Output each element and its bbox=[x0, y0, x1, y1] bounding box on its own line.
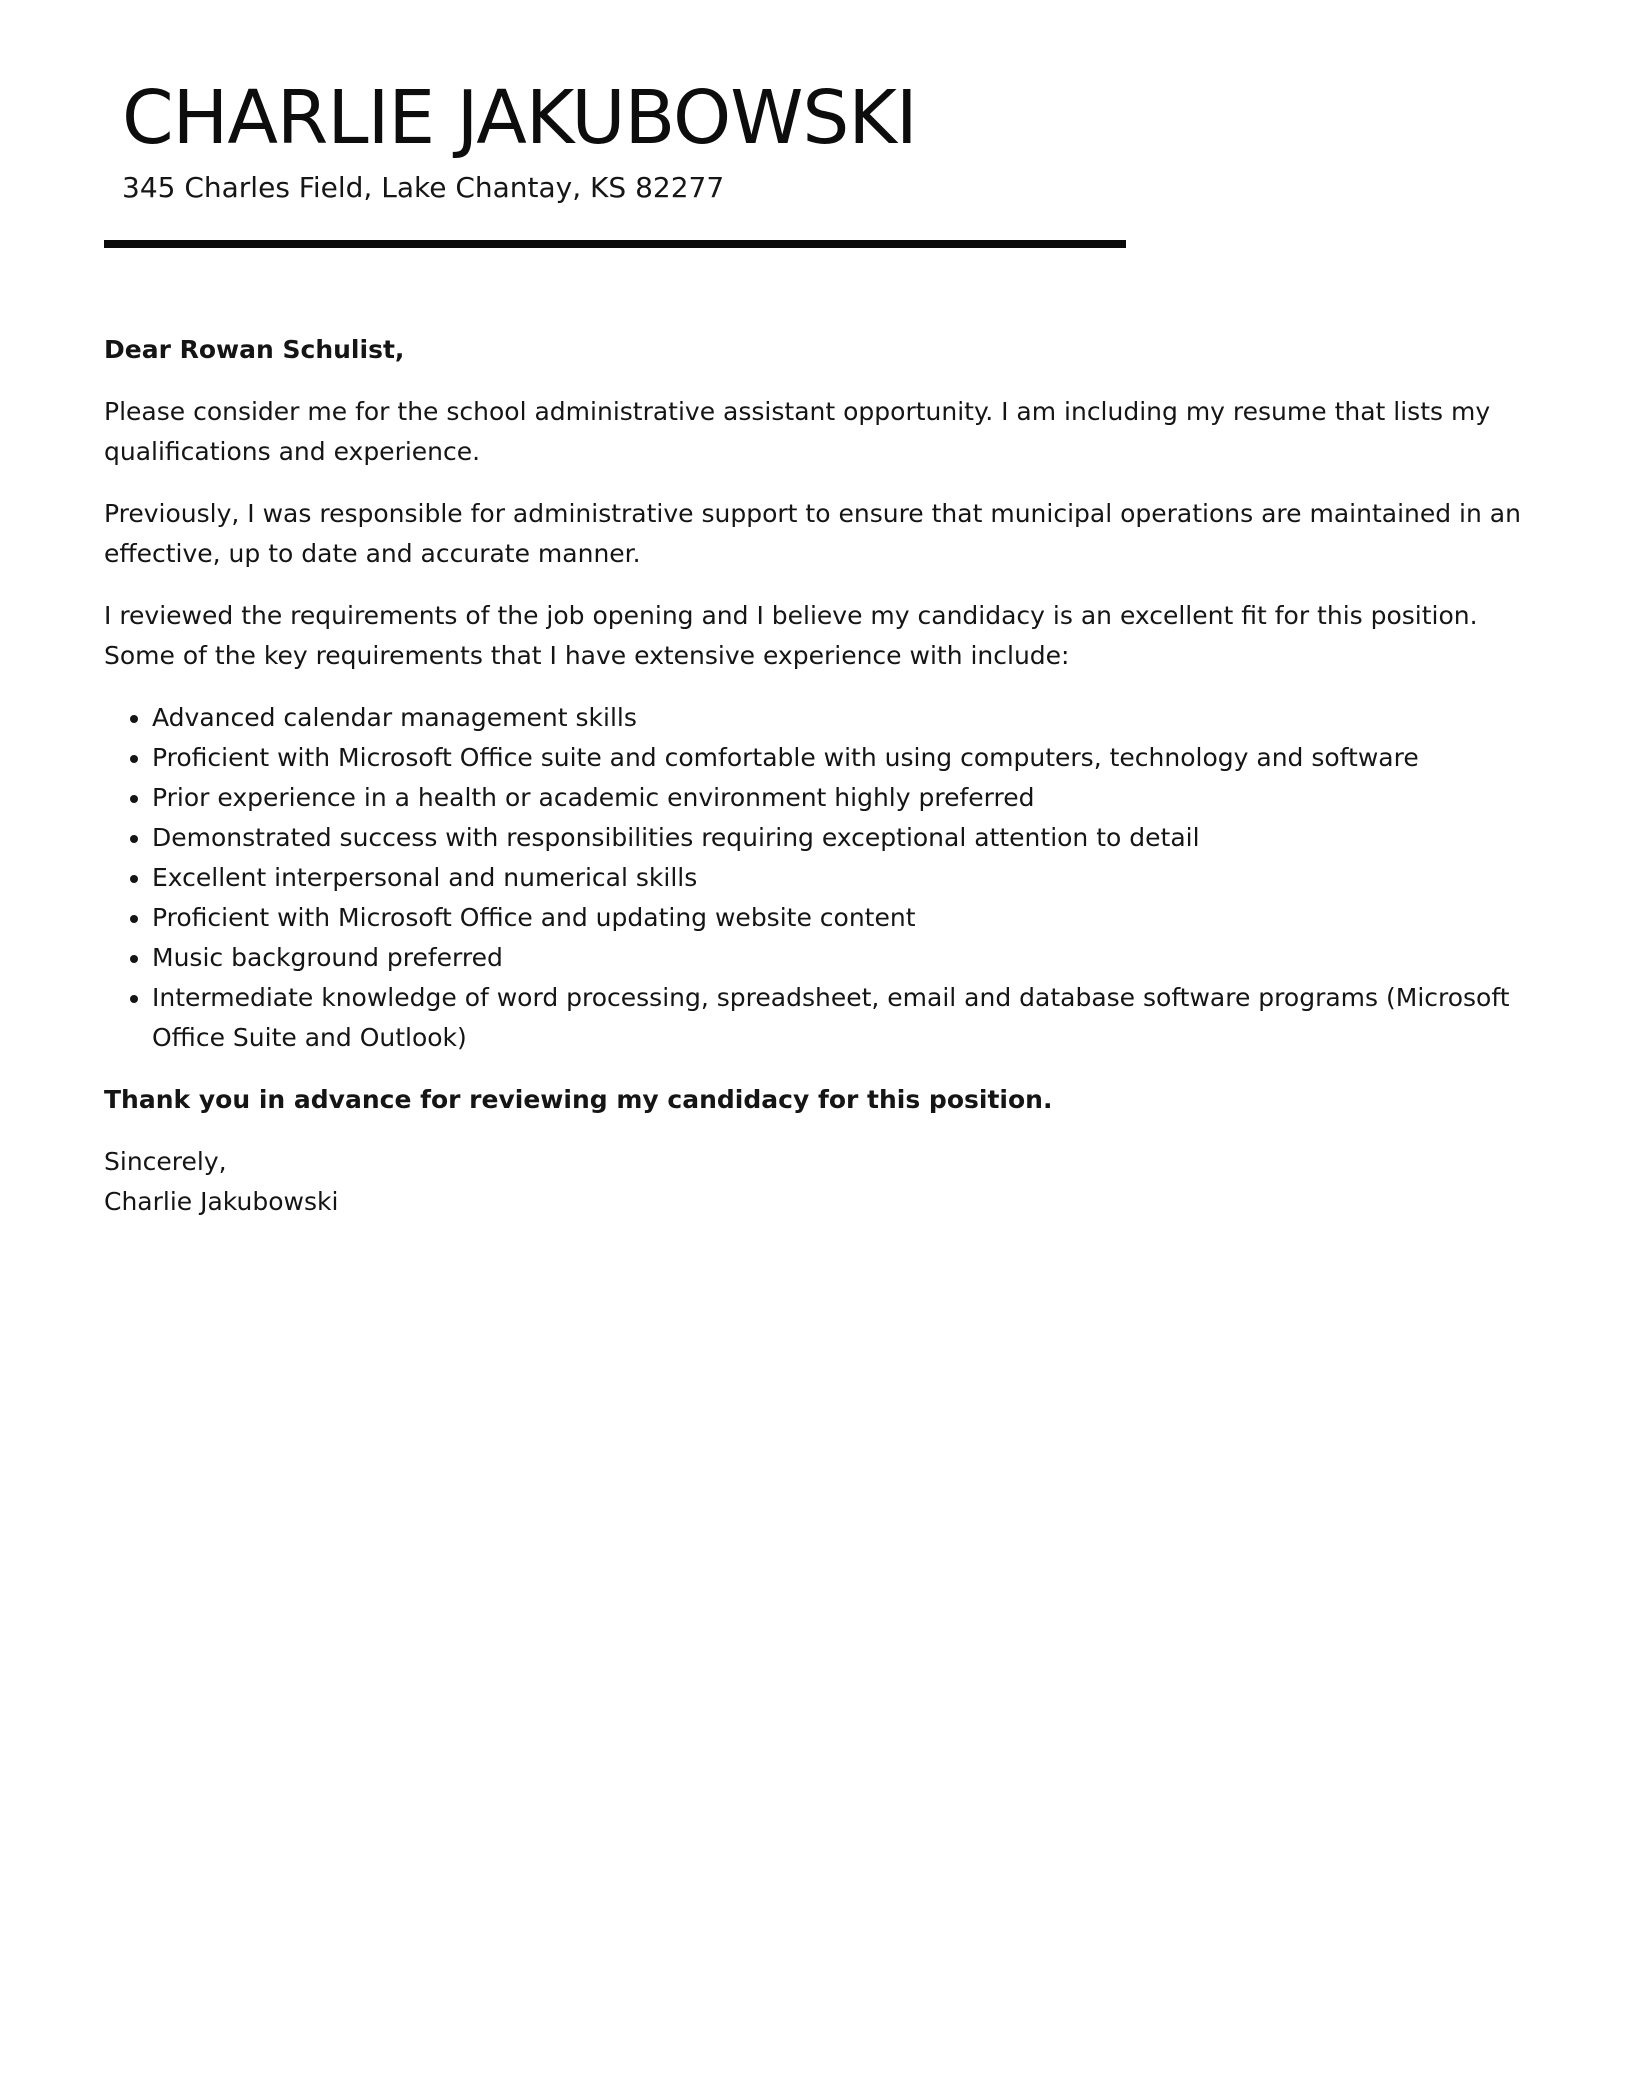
header-divider bbox=[104, 240, 1126, 248]
list-item: • Proficient with Microsoft Office and updating website content bbox=[152, 898, 1524, 938]
letter-header bbox=[122, 70, 1122, 210]
list-item: • Prior experience in a health or academic environment highly preferred bbox=[152, 778, 1524, 818]
paragraph-experience: Previously, I was responsible for administrative support to ensure that municipal operations are maintained in an effective, up to date and accurate manner. bbox=[104, 499, 1521, 568]
requirements-list bbox=[104, 698, 1524, 1058]
list-item: • Proficient with Microsoft Office suite and comfortable with using computers, technology and software bbox=[152, 738, 1524, 778]
salutation: Dear Rowan Schulist, bbox=[104, 335, 405, 364]
signature-name: Charlie Jakubowski bbox=[104, 1187, 339, 1216]
paragraph-requirements: I reviewed the requirements of the job opening and I believe my candidacy is an excellent fit for this position. Some of the key requirements that I have extensive experience with include: bbox=[104, 601, 1478, 670]
signoff: Sincerely, bbox=[104, 1147, 227, 1176]
applicant-address: 345 Charles Field, Lake Chantay, KS 82277 bbox=[122, 171, 725, 204]
list-item: • Advanced calendar management skills bbox=[152, 698, 1524, 738]
applicant-name: CHARLIE JAKUBOWSKI bbox=[122, 75, 917, 161]
signoff-block bbox=[104, 1142, 1524, 1222]
list-item: • Music background preferred bbox=[152, 938, 1524, 978]
closing-statement: Thank you in advance for reviewing my candidacy for this position. bbox=[104, 1085, 1053, 1114]
list-item: • Intermediate knowledge of word processing, spreadsheet, email and database software programs (Microsoft Office Suite and Outlook) bbox=[152, 978, 1524, 1058]
list-item: • Demonstrated success with responsibilities requiring exceptional attention to detail bbox=[152, 818, 1524, 858]
paragraph-intro: Please consider me for the school administrative assistant opportunity. I am including my resume that lists my qualifications and experience. bbox=[104, 397, 1491, 466]
letter-body bbox=[104, 330, 1524, 1222]
list-item: • Excellent interpersonal and numerical skills bbox=[152, 858, 1524, 898]
